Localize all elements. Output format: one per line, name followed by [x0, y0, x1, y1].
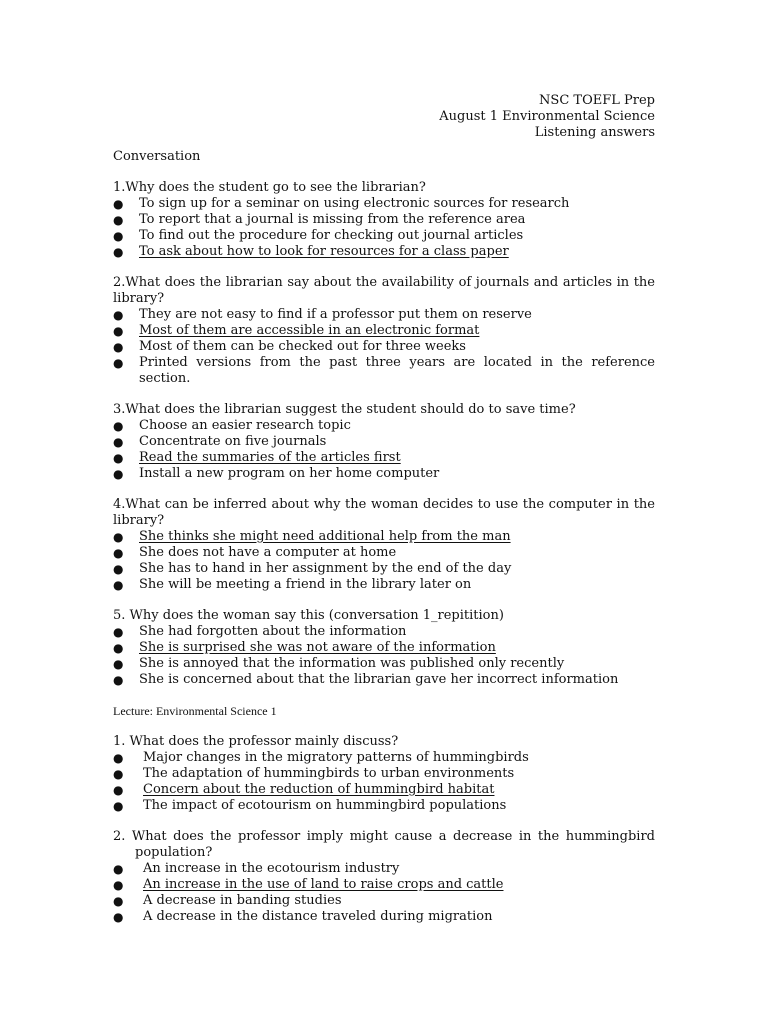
bullet-icon: ● — [113, 340, 124, 354]
answer-option-text: Most of them can be checked out for three weeks — [139, 339, 466, 354]
answer-option-text: She had forgotten about the information — [139, 624, 407, 639]
bullet-icon: ● — [113, 530, 124, 544]
bullet-icon: ● — [113, 435, 124, 449]
answer-option-text: A decrease in the distance traveled during migration — [143, 909, 493, 924]
lecture-title: Lecture: Environmental Science 1 — [113, 704, 277, 718]
conversation-questions — [113, 180, 655, 688]
answer-option-text: She is concerned about that the librarian gave her incorrect information — [139, 672, 619, 687]
answer-options — [113, 418, 655, 482]
answer-option-text: She will be meeting a friend in the library later on — [139, 577, 472, 592]
document-page — [113, 93, 655, 925]
question-text: 2.What does the librarian say about the availability of journals and articles in the library? — [113, 275, 655, 306]
answer-option-text: The adaptation of hummingbirds to urban environments — [143, 766, 515, 781]
bullet-icon: ● — [113, 641, 124, 655]
answer-option-correct — [113, 450, 655, 466]
answer-option-text: To report that a journal is missing from the reference area — [139, 212, 526, 227]
answer-option-text: Choose an easier research topic — [139, 418, 351, 433]
bullet-icon: ● — [113, 229, 124, 243]
bullet-icon: ● — [113, 894, 124, 908]
answer-option-text: Major changes in the migratory patterns of hummingbirds — [143, 750, 529, 765]
bullet-icon: ● — [113, 910, 124, 924]
answer-option-correct — [113, 323, 655, 339]
answer-option-text: The impact of ecotourism on hummingbird populations — [143, 798, 507, 813]
answer-option-text: To ask about how to look for resources for a class paper — [139, 244, 509, 259]
answer-option-text: She has to hand in her assignment by the end of the day — [139, 561, 512, 576]
answer-option-correct — [113, 640, 655, 656]
answer-options — [113, 624, 655, 688]
question-block — [113, 829, 655, 925]
bullet-icon: ● — [113, 878, 124, 892]
answer-option-text: Read the summaries of the articles first — [139, 450, 401, 465]
answer-option-text: Concentrate on five journals — [139, 434, 327, 449]
answer-option-correct — [113, 244, 655, 260]
answer-option-text: She is surprised she was not aware of the information — [139, 640, 496, 655]
answer-options — [113, 529, 655, 593]
question-block — [113, 180, 655, 260]
answer-options — [113, 307, 655, 387]
answer-option — [113, 909, 655, 925]
question-text: 1. What does the professor mainly discuss? — [113, 734, 399, 749]
bullet-icon: ● — [113, 467, 124, 481]
bullet-icon: ● — [113, 657, 124, 671]
answer-option — [113, 434, 655, 450]
bullet-icon: ● — [113, 451, 124, 465]
answer-option — [113, 893, 655, 909]
bullet-icon: ● — [113, 308, 124, 322]
answer-option — [113, 212, 655, 228]
answer-option — [113, 545, 655, 561]
bullet-icon: ● — [113, 767, 124, 781]
bullet-icon: ● — [113, 324, 124, 338]
answer-option — [113, 228, 655, 244]
bullet-icon: ● — [113, 625, 124, 639]
answer-option-text: An increase in the ecotourism industry — [143, 861, 400, 876]
question-block — [113, 608, 655, 688]
question-text: 3.What does the librarian suggest the student should do to save time? — [113, 402, 576, 417]
bullet-icon: ● — [113, 673, 124, 687]
answer-options — [113, 750, 655, 814]
answer-option-text: A decrease in banding studies — [143, 893, 342, 908]
question-text: 5. Why does the woman say this (conversation 1_repitition) — [113, 608, 504, 623]
document-header — [113, 93, 655, 141]
answer-option-text: Install a new program on her home computer — [139, 466, 440, 481]
answer-option — [113, 418, 655, 434]
answer-option — [113, 672, 655, 688]
answer-option-text: An increase in the use of land to raise crops and cattle — [143, 877, 504, 892]
answer-option-text: She is annoyed that the information was published only recently — [139, 656, 565, 671]
answer-options — [113, 861, 655, 925]
question-text: 4.What can be inferred about why the woman decides to use the computer in the library? — [113, 497, 655, 528]
question-text: 2. What does the professor imply might cause a decrease in the hummingbird population? — [113, 829, 655, 860]
answer-option — [113, 307, 655, 323]
answer-option — [113, 577, 655, 593]
header-course: NSC TOEFL Prep — [539, 93, 655, 108]
bullet-icon: ● — [113, 356, 124, 370]
answer-option — [113, 798, 655, 814]
answer-option-text: She does not have a computer at home — [139, 545, 397, 560]
answer-options — [113, 196, 655, 260]
bullet-icon: ● — [113, 197, 124, 211]
answer-option-text: She thinks she might need additional help from the man — [139, 529, 511, 544]
question-block — [113, 497, 655, 593]
bullet-icon: ● — [113, 799, 124, 813]
bullet-icon: ● — [113, 245, 124, 259]
header-date-topic: August 1 Environmental Science — [439, 109, 655, 124]
bullet-icon: ● — [113, 546, 124, 560]
answer-option — [113, 624, 655, 640]
question-text: 1.Why does the student go to see the librarian? — [113, 180, 426, 195]
answer-option-correct — [113, 529, 655, 545]
answer-option-text: To sign up for a seminar on using electronic sources for research — [139, 196, 570, 211]
question-block — [113, 734, 655, 814]
answer-option-text: Printed versions from the past three years are located in the reference section. — [139, 355, 655, 386]
bullet-icon: ● — [113, 213, 124, 227]
lecture-questions — [113, 734, 655, 925]
question-block — [113, 275, 655, 387]
answer-option — [113, 339, 655, 355]
answer-option — [113, 656, 655, 672]
answer-option — [113, 561, 655, 577]
answer-option — [113, 750, 655, 766]
answer-option-correct — [113, 782, 655, 798]
answer-option-text: They are not easy to find if a professor put them on reserve — [139, 307, 532, 322]
conversation-title: Conversation — [113, 149, 201, 164]
bullet-icon: ● — [113, 419, 124, 433]
bullet-icon: ● — [113, 562, 124, 576]
answer-option — [113, 355, 655, 387]
bullet-icon: ● — [113, 783, 124, 797]
bullet-icon: ● — [113, 751, 124, 765]
answer-option-text: Most of them are accessible in an electronic format — [139, 323, 480, 338]
question-block — [113, 402, 655, 482]
answer-option-text: Concern about the reduction of hummingbird habitat — [143, 782, 495, 797]
bullet-icon: ● — [113, 862, 124, 876]
answer-option — [113, 196, 655, 212]
answer-option-text: To find out the procedure for checking out journal articles — [139, 228, 524, 243]
answer-option — [113, 861, 655, 877]
header-subtitle: Listening answers — [534, 125, 655, 140]
answer-option — [113, 466, 655, 482]
bullet-icon: ● — [113, 578, 124, 592]
answer-option-correct — [113, 877, 655, 893]
answer-option — [113, 766, 655, 782]
